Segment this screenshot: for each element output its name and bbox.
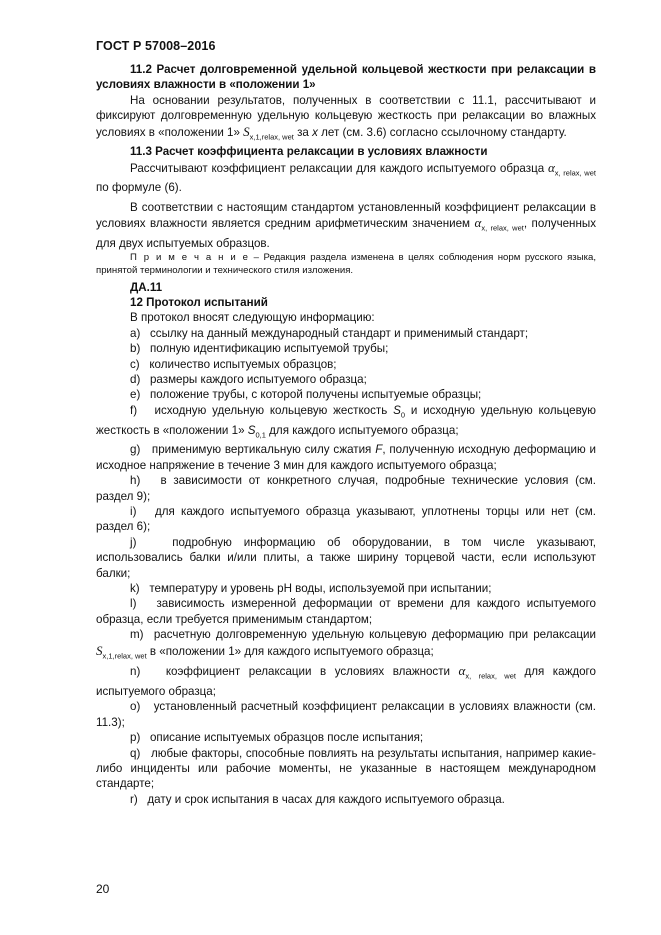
list-item-d: d) размеры каждого испытуемого образца; [130,373,367,387]
standard-header: ГОСТ Р 57008–2016 [96,39,216,53]
note-text: – Редакция раздела изменена в целях соблюдения норм русского языка, принятой терминологии и технического стиля изложения. [96,252,596,276]
section-11-2-text: На основании результатов, полученных в соответствии с 11.1, рассчитывают и фиксируют долговременную удельную кольцевую жесткость при релаксации во влажных условиях в «положении 1» $S_{x,1,relax, wet}$ за x лет (см. 3.6) согласно ссылочному стандарту. [96,93,596,141]
list-item-b: b) полную идентификацию испытуемой трубы; [130,342,389,356]
list-item-p: p) описание испытуемых образцов после испытания; [130,731,424,745]
section-12-title: 12 Протокол испытаний [130,296,268,309]
section-12-intro: В протокол вносят следующую информацию: [130,311,375,325]
list-item-k: k) температуру и уровень pH воды, используемой при испытании; [130,581,492,595]
list-item-j: j) подробную информацию об оборудовании, в том числе указывают, использовались балки и/или плиты, а также ширину торцевой части, если используют балки; [96,535,596,580]
section-11-3-title: 11.3 Расчет коэффициента релаксации в условиях влажности [130,145,488,159]
list-item-i: i) для каждого испытуемого образца указывают, уплотнены торцы или нет (см. раздел 6); [96,504,596,534]
page-number: 20 [96,882,110,896]
editorial-note [96,252,596,277]
list-item-e: e) положение трубы, с которой получены испытуемые образцы; [130,388,482,402]
list-item-o: o) установленный расчетный коэффициент релаксации в условиях влажности (см. 11.3); [96,700,596,729]
list-item-h: h) в зависимости от конкретного случая, подробные технические условия (см. раздел 9); [96,474,596,503]
section-11-3-para-2: В соответствии с настоящим стандартом установленный коэффициент релаксации в условиях влажности является средним арифметическим значением $\alpha_{x, relax, wet}$, полученных для двух испытуемых образцов. [96,200,596,250]
note-label: П р и м е ч а н и е [130,252,250,264]
list-item-l: l) зависимость измеренной деформации от времени для каждого испытуемого образца, если требуется применимым стандартом; [96,597,596,626]
list-item-r: r) дату и срок испытания в часах для каждого испытуемого образца. [130,792,505,806]
list-item-n: n) коэффициент релаксации в условиях влажности $\alpha_{x, relax, wet}$ для каждого испытуемого образца; [96,663,596,698]
section-11-2-title: 11.2 Расчет долговременной удельной кольцевой жесткости при релаксации в условиях влажности в «положении 1» [96,63,596,92]
list-item-g: g) применимую вертикальную силу сжатия F, полученную исходную деформацию и исходное напряжение в течение 3 мин для каждого испытуемого образца; [96,443,596,472]
list-item-a: a) ссылку на данный международный стандарт и применимый стандарт; [130,326,529,340]
list-item-m: m) расчетную долговременную удельную кольцевую деформацию при релаксации $S_{x,1,relax, wet}$ в «положении 1» для каждого испытуемого образца; [96,628,596,660]
list-item-q: q) любые факторы, способные повлиять на результаты испытания, например какие-либо инциденты или рабочие моменты, не указанные в настоящем международном стандарте; [96,746,596,791]
list-item-f: f) исходную удельную кольцевую жесткость $S_0$ и исходную удельную кольцевую жесткость в «положении 1» $S_{0,1}$ для каждого испытуемого образца; [96,403,596,439]
list-item-c: c) количество испытуемых образцов; [130,357,337,371]
annex-da-11-label: ДА.11 [130,280,163,294]
document-body [96,62,596,807]
section-11-3-para-1: Рассчитывают коэффициент релаксации для каждого испытуемого образца $\alpha_{x, relax, wet}$ по формуле (6). [96,159,596,195]
